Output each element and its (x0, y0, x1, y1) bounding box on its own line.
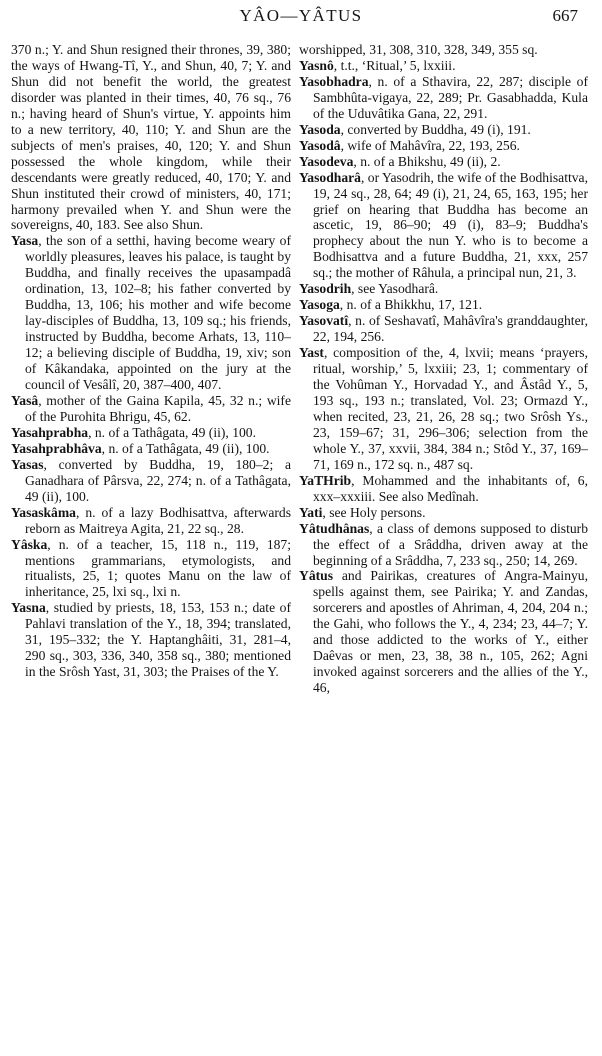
entry-text: , the son of a setthi, having become weary of worldly pleasures, leaves his palace, is taught by Buddha, and finally receives the upasampadâ ordination, 13, 102–8; his father converted by Buddha, 13, 106; his mother and wife become lay-disciples of Buddha, 13, 109 sq.; his friends, instructed by Buddha, become Arhats, 13, 110–12; a believing disciple of Buddha, 19, xiv; son of Kâkandaka, appointed on the jury at the council of Vesâlî, 20, 387–400, 407. (25, 233, 291, 393)
running-head: YÂO—YÂTUS (239, 6, 363, 25)
entry-headword: Yasoga (299, 297, 340, 313)
entry-text: , n. of Seshavatî, Mahâvîra's granddaughter, 22, 194, 256. (313, 313, 588, 345)
index-entry (11, 505, 291, 537)
entry-text: , Mohammed and the inhabitants of, 6, xxx–xxxiii. See also Medînah. (313, 472, 588, 504)
entry-text: , a class of demons supposed to disturb the effect of a Srâddha, driven away at the beginning of a Srâddha, 7, 233 sq., 250; 14, 269. (313, 520, 588, 568)
entry-text: , see Holy persons. (322, 504, 426, 520)
index-entry (11, 393, 291, 425)
index-entry (299, 345, 588, 473)
entry-headword: Yasodâ (299, 137, 341, 153)
entry-text: , converted by Buddha, 19, 180–2; a Ganadhara of Pârsva, 22, 274; n. of a Tathâgata, 49 (ii), 100. (25, 456, 291, 504)
entry-headword: Yasâ (11, 392, 39, 408)
entry-text: , or Yasodrih, the wife of the Bodhisattva, 19, 24 sq., 28, 64; 49 (i), 21, 24, 65, 163, 195; her grief on hearing that Buddha has become an ascetic, 19, 86–90; 49 (i), 83–9; Buddha's prophecy about the nun Y. who is to become a Bodhisattva and a future Buddha, 21, xxx, 257 sq.; the mother of Râhula, a principal nun, 21, 3. (313, 169, 588, 281)
entry-headword: Yasodeva (299, 153, 354, 169)
index-entry (299, 154, 588, 170)
entry-text: , n. of a teacher, 15, 118 n., 119, 187; mentions grammarians, etymologists, and ritualists, 25, 1; quotes Manu on the law of inheritance, 25, lxi sq., lxi n. (25, 536, 291, 600)
entry-text: , studied by priests, 18, 153, 153 n.; date of Pahlavi translation of the Y., 18, 394; translated, 31, 195–332; the Y. Haptanghâiti, 31, 281–4, 290 sq., 303, 336, 340, 358 sq., 380; mentioned in the Srôsh Yast, 31, 303; the Praises of the Y. (25, 600, 291, 680)
entry-text: , n. of a Sthavira, 22, 287; disciple of Sambhûta-vigaya, 22, 289; Pr. Gasabhadda, Kula of the Uduvâtika Gana, 22, 291. (313, 73, 588, 121)
entry-headword: Yasa (11, 233, 39, 249)
left-column (11, 42, 291, 1048)
index-entry (299, 313, 588, 345)
index-entry (299, 521, 588, 569)
index-entry (11, 233, 291, 393)
entry-text: , converted by Buddha, 49 (i), 191. (340, 121, 531, 137)
index-entry (299, 138, 588, 154)
index-entry (299, 297, 588, 313)
index-entry (299, 281, 588, 297)
entry-text: , composition of the, 4, lxvii; means ‘prayers, ritual, worship,’ 5, lxxiii; 23, 1; commentary of the Vohûman Y., Horvadad Y., and Âstâd Y., 5, 193 sq., 193 n.; translated, Vol. 23; Ormazd Y., when recited, 23, 21, 26, 28 sq.; two Srôsh Ys., 23, 159–67; 31, 296–306; selection from the whole Y., 37, xxvii, 384, 384 n.; Stôd Y., 37, 169–71, 169 n., 172 sq. n., 487 sq. (313, 345, 588, 472)
entry-text: , n. of a Bhikkhu, 17, 121. (339, 297, 483, 313)
index-entry (11, 425, 291, 441)
entry-headword: Yâtudhânas (299, 520, 370, 536)
entry-text: 370 n.; Y. and Shun resigned their thrones, 39, 380; the ways of Hwang-Tî, Y., and Shun, 40, 7; Y. and Shun did not benefit the world, the greatest disorder was planted in their times, 40, 76 sq., 76 n.; having heard of Shun's virtue, Y. appoints him to a new territory, 40, 110; Y. and Shun are the subjects of men's praises, 40, 120; Y. and Shun possessed the whole kingdom, while their descendants were greatly reduced, 40, 170; Y. and Shun instituted their crowd of ministers, 40, 171; harmony prevailed when Y. and Shun were the sovereigns, 40, 183. See also Shun. (11, 42, 291, 233)
index-entry (299, 170, 588, 282)
index-entry (11, 537, 291, 601)
index-entry (11, 42, 291, 233)
entry-headword: Yati (299, 504, 323, 520)
page-header (0, 0, 602, 36)
index-entry (11, 600, 291, 680)
index-entry (11, 441, 291, 457)
entry-headword: Yasahprabhâva (11, 440, 102, 456)
index-entry (299, 42, 588, 58)
entry-text: , wife of Mahâvîra, 22, 193, 256. (340, 137, 520, 153)
entry-text: , n. of a Tathâgata, 49 (ii), 100. (88, 424, 256, 440)
entry-text: worshipped, 31, 308, 310, 328, 349, 355 sq. (299, 42, 538, 57)
index-entry (11, 457, 291, 505)
page-number: 667 (552, 6, 578, 25)
entry-text: and Pairikas, creatures of Angra-Mainyu, spells against them, see Pairika; Y. and Zandas, sorcerers and apostles of Ahriman, 4, 204, 204 n.; the Gahi, who follows the Y., 4, 234; 23, 44–7; Y. and those addicted to the works of Y., either Daêvas or men, 23, 38, 38 n., 105, 262; Agni invoked against sorcerers and the allies of the Y., 46, (313, 568, 588, 696)
entry-headword: Yasodharâ (299, 169, 361, 185)
entry-headword: Yasobhadra (299, 73, 369, 89)
entry-headword: Yasahprabha (11, 424, 89, 440)
entry-text: , mother of the Gaina Kapila, 45, 32 n.; wife of the Purohita Bhrigu, 45, 62. (25, 392, 291, 424)
entry-headword: Yasaskâma (11, 504, 76, 520)
entry-headword: Yasovatî (299, 313, 349, 329)
entry-headword: Yasnô (299, 57, 334, 73)
entry-text: , n. of a lazy Bodhisattva, afterwards reborn as Maitreya Agita, 21, 22 sq., 28. (25, 504, 291, 536)
index-entry (299, 568, 588, 696)
index-entry (299, 122, 588, 138)
entry-text: , n. of a Tathâgata, 49 (ii), 100. (101, 440, 270, 456)
index-entry (299, 473, 588, 505)
entry-headword: YaTHrib (299, 472, 352, 488)
entry-headword: Yâtus (299, 568, 333, 584)
entry-headword: Yasna (11, 600, 46, 616)
right-column (299, 42, 588, 1048)
entry-text: , t.t., ‘Ritual,’ 5, lxxiii. (333, 57, 456, 73)
index-entry (299, 58, 588, 74)
entry-headword: Yasoda (299, 121, 341, 137)
index-entry (299, 74, 588, 122)
entry-text: , n. of a Bhikshu, 49 (ii), 2. (353, 153, 501, 169)
index-entry (299, 505, 588, 521)
entry-text: , see Yasodharâ. (351, 281, 439, 297)
entry-headword: Yâska (11, 536, 48, 552)
entry-headword: Yast (299, 345, 324, 361)
entry-headword: Yasas (11, 456, 44, 472)
entry-headword: Yasodrih (299, 281, 352, 297)
